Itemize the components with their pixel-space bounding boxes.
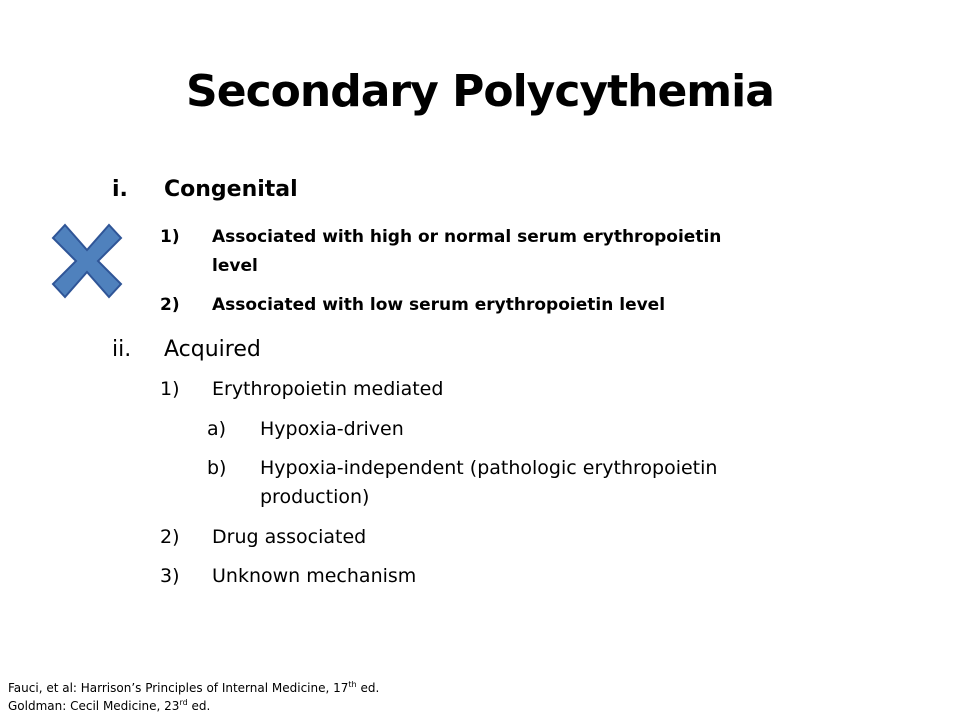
outline-marker: ii. [112,337,132,362]
congenital-item-1-line2 [212,255,412,277]
reference-line [8,697,379,715]
outline-marker: i. [112,177,128,202]
acquired-subitem-b-text-line2: production) [260,486,370,508]
acquired-subitem-b-text-line1: Hypoxia-independent (pathologic erythropoietin [260,457,718,479]
reference-text-end: ed. [187,699,211,713]
acquired-item-1-marker: 1) [160,378,180,400]
acquired-item-3-marker: 3) [160,565,180,587]
acquired-item-3 [160,561,660,591]
reference-superscript: th [348,680,357,689]
acquired-subitem-b-marker: b) [207,457,227,479]
acquired-subitem-b-line2 [260,482,560,512]
reference-line [8,679,379,697]
congenital-item-1-text-line2: level [212,256,258,276]
acquired-item-2-marker: 2) [160,526,180,548]
acquired-item-2-text: Drug associated [212,526,367,548]
congenital-item-1-marker: 1) [160,227,180,247]
congenital-item-2-marker: 2) [160,295,180,315]
congenital-item-1 [160,226,860,248]
outline-item-congenital [112,176,412,204]
acquired-item-2 [160,522,660,552]
outline-label-congenital: Congenital [164,177,298,202]
acquired-item-1 [160,374,660,404]
acquired-item-1-text: Erythropoietin mediated [212,378,444,400]
reference-text: Goldman: Cecil Medicine, 23 [8,699,180,713]
reference-superscript: rd [179,698,188,707]
reference-text-end: ed. [356,681,380,695]
outline-item-acquired [112,336,412,364]
slide-title: Secondary Polycythemia [186,66,774,117]
outline-label-acquired: Acquired [164,337,261,362]
x-mark-shape [53,225,121,297]
congenital-item-2 [160,294,860,316]
acquired-subitem-a [207,414,607,444]
acquired-subitem-a-marker: a) [207,418,227,440]
acquired-item-3-text: Unknown mechanism [212,565,417,587]
acquired-subitem-a-text: Hypoxia-driven [260,418,404,440]
x-mark-icon [51,223,123,299]
congenital-item-1-text-line1: Associated with high or normal serum erythropoietin [212,227,722,247]
reference-text: Fauci, et al: Harrison’s Principles of Internal Medicine, 17 [8,681,349,695]
acquired-subitem-b [207,453,887,483]
congenital-item-2-text-line1: Associated with low serum erythropoietin level [212,295,666,315]
references [8,679,379,715]
